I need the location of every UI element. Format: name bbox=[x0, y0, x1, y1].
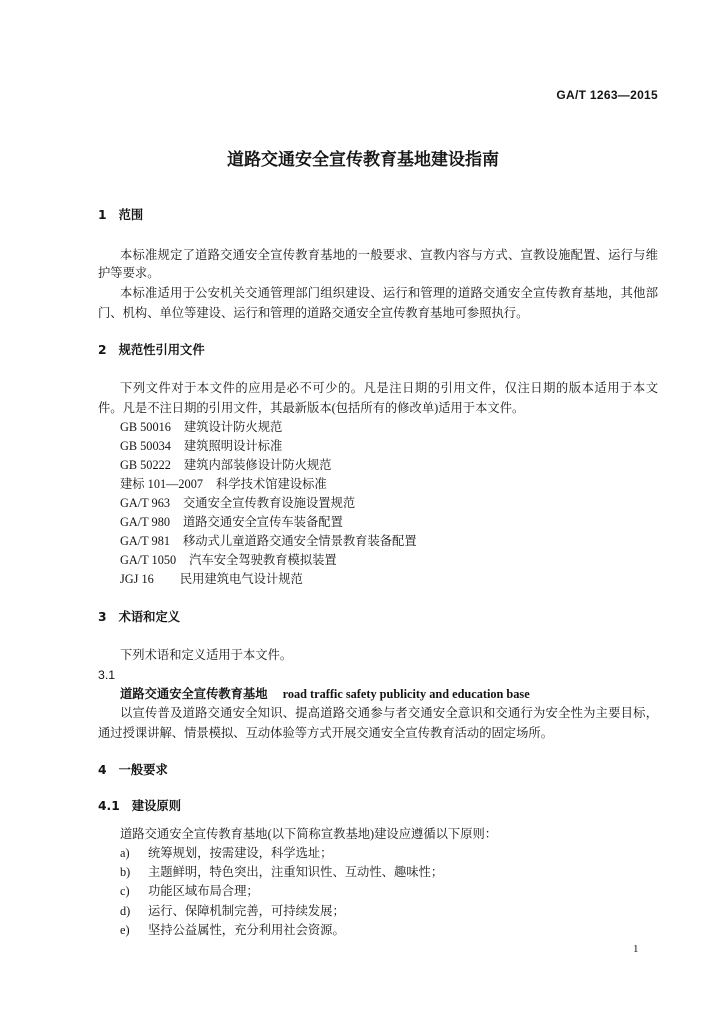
reference-item bbox=[120, 495, 355, 511]
section-4-heading bbox=[98, 762, 168, 778]
section-title: 术语和定义 bbox=[118, 610, 181, 624]
paragraph-line: 道路交通安全宣传教育基地(以下简称宣教基地)建设应遵循以下原则： bbox=[120, 827, 498, 841]
page-number: 1 bbox=[633, 943, 639, 955]
reference-code: GA/T 1050 bbox=[120, 553, 177, 567]
term-english: road traffic safety publicity and education base bbox=[282, 687, 530, 701]
reference-item bbox=[120, 419, 282, 435]
section-title: 一般要求 bbox=[118, 763, 168, 777]
reference-code: JGJ 16 bbox=[120, 572, 154, 586]
paragraph-line: 本标准规定了道路交通安全宣传教育基地的一般要求、宣教内容与方式、宣教设施配置、运行与维 bbox=[120, 248, 658, 262]
paragraph-line: 护等要求。 bbox=[98, 266, 160, 280]
list-item-text: 主题鲜明，特色突出，注重知识性、互动性、趣味性； bbox=[148, 865, 444, 879]
section-number: 1 bbox=[98, 208, 107, 222]
reference-title: 建筑照明设计标准 bbox=[183, 439, 283, 453]
reference-code: GA/T 981 bbox=[120, 534, 170, 548]
reference-code: GB 50034 bbox=[120, 439, 171, 453]
reference-item bbox=[120, 533, 417, 549]
list-item-text: 运行、保障机制完善，可持续发展； bbox=[148, 904, 345, 918]
term-number: 3.1 bbox=[98, 668, 116, 682]
list-item-text: 统筹规划，按需建设，科学选址； bbox=[148, 846, 333, 860]
definition-line: 通过授课讲解、情景模拟、互动体验等方式开展交通安全宣传教育活动的固定场所。 bbox=[98, 726, 553, 740]
paragraph-line: 下列术语和定义适用于本文件。 bbox=[120, 648, 293, 662]
list-item-label: d) bbox=[120, 904, 131, 918]
term-chinese: 道路交通安全宣传教育基地 bbox=[120, 687, 268, 701]
list-item-label: c) bbox=[120, 884, 130, 898]
list-item-text: 坚持公益属性，充分利用社会资源。 bbox=[148, 923, 345, 937]
subsection-title: 建设原则 bbox=[131, 799, 181, 813]
reference-code: 建标 101—2007 bbox=[120, 477, 204, 491]
section-number: 3 bbox=[98, 610, 107, 624]
reference-item bbox=[120, 571, 303, 587]
section-title: 规范性引用文件 bbox=[118, 343, 205, 357]
section-3-heading bbox=[98, 609, 180, 625]
section-number: 4 bbox=[98, 763, 107, 777]
reference-title: 建筑内部装修设计防火规范 bbox=[183, 458, 332, 472]
reference-title: 交通安全宣传教育设施设置规范 bbox=[183, 496, 356, 510]
paragraph-line: 件。凡是不注日期的引用文件，其最新版本(包括所有的修改单)适用于本文件。 bbox=[98, 401, 525, 415]
list-item-text: 功能区域布局合理； bbox=[148, 884, 259, 898]
standard-code: GA/T 1263—2015 bbox=[556, 88, 658, 102]
paragraph-line: 门、机构、单位等建设、运行和管理的道路交通安全宣传教育基地可参照执行。 bbox=[98, 306, 529, 320]
section-2-heading bbox=[98, 342, 205, 358]
reference-title: 科学技术馆建设标准 bbox=[216, 477, 327, 491]
section-1-heading bbox=[98, 207, 143, 223]
subsection-number: 4.1 bbox=[98, 799, 120, 813]
reference-title: 道路交通安全宣传车装备配置 bbox=[183, 515, 343, 529]
reference-item bbox=[120, 514, 343, 530]
list-item-label: b) bbox=[120, 865, 131, 879]
list-item bbox=[120, 883, 259, 899]
section-number: 2 bbox=[98, 343, 107, 357]
list-item-label: a) bbox=[120, 846, 130, 860]
reference-item bbox=[120, 552, 337, 568]
definition-line: 以宣传普及道路交通安全知识、提高道路交通参与者交通安全意识和交通行为安全性为主要目标， bbox=[120, 706, 658, 720]
subsection-4-1-heading bbox=[98, 798, 181, 814]
reference-title: 民用建筑电气设计规范 bbox=[179, 572, 303, 586]
reference-code: GB 50222 bbox=[120, 458, 171, 472]
list-item bbox=[120, 903, 345, 919]
list-item bbox=[120, 922, 345, 938]
list-item bbox=[120, 845, 332, 861]
document-title: 道路交通安全宣传教育基地建设指南 bbox=[227, 150, 499, 170]
reference-title: 建筑设计防火规范 bbox=[183, 420, 283, 434]
reference-title: 移动式儿童道路交通安全情景教育装备配置 bbox=[183, 534, 417, 548]
list-item bbox=[120, 864, 443, 880]
paragraph-line: 本标准适用于公安机关交通管理部门组织建设、运行和管理的道路交通安全宣传教育基地，其他部 bbox=[120, 286, 658, 300]
list-item-label: e) bbox=[120, 923, 130, 937]
reference-item bbox=[120, 438, 282, 454]
term-entry bbox=[120, 686, 530, 702]
reference-code: GB 50016 bbox=[120, 420, 171, 434]
reference-item bbox=[120, 457, 331, 473]
reference-code: GA/T 980 bbox=[120, 515, 170, 529]
reference-item bbox=[120, 476, 327, 492]
section-title: 范围 bbox=[118, 208, 144, 222]
reference-code: GA/T 963 bbox=[120, 496, 170, 510]
reference-title: 汽车安全驾驶教育模拟装置 bbox=[189, 553, 337, 567]
paragraph-line: 下列文件对于本文件的应用是必不可少的。凡是注日期的引用文件，仅注日期的版本适用于本文 bbox=[120, 381, 658, 395]
